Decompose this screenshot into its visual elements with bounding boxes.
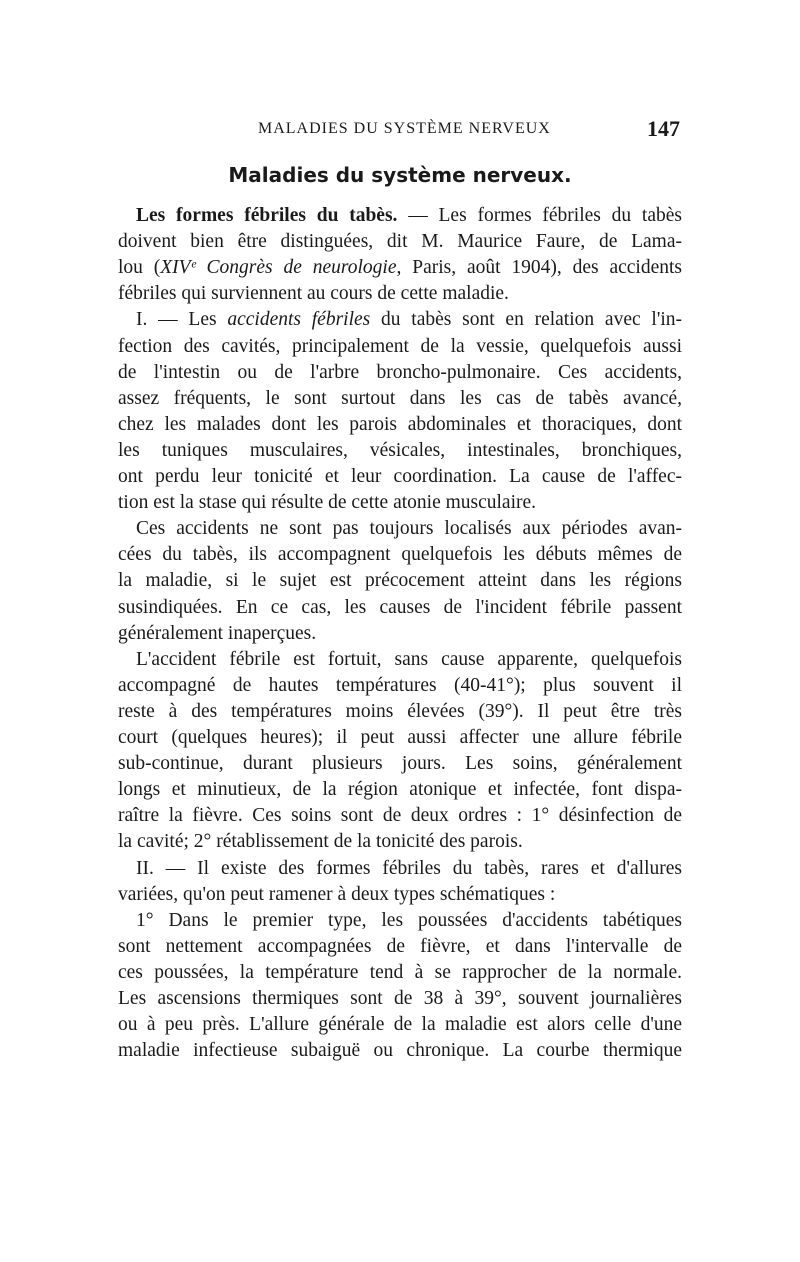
text-line <box>118 490 682 516</box>
text-line <box>118 1038 682 1064</box>
text-run: 1° Dans le premier type, les poussées d'accidents tabétiques <box>136 909 682 931</box>
text-run: doivent bien être distinguées, dit M. Maurice Faure, de Lama- <box>118 231 682 253</box>
text-line <box>136 203 682 229</box>
text-run: généralement inaperçues. <box>118 622 317 644</box>
text-run: Les ascensions thermiques sont de 38 à 39°, souvent journalières <box>118 988 682 1009</box>
text-run: de l'intestin ou de l'arbre broncho-pulmonaire. Ces accidents, <box>118 361 682 383</box>
text-line <box>118 960 682 986</box>
text-run: fébriles qui surviennent au cours de cette maladie. <box>118 283 509 305</box>
text-line <box>118 229 682 255</box>
text-run: court (quelques heures); il peut aussi affecter une allure fébrile <box>118 727 682 748</box>
text-line <box>118 334 682 360</box>
running-header <box>118 118 682 142</box>
page-number: 147 <box>647 116 680 141</box>
text-line <box>118 621 682 647</box>
text-line <box>118 751 682 777</box>
text-line <box>118 360 682 386</box>
text-line <box>118 986 682 1012</box>
text-run: lou ( <box>118 257 161 279</box>
text-run: assez fréquents, le sont surtout dans les cas de tabès avancé, <box>118 387 682 409</box>
text-run: ces poussées, la température tend à se rapprocher de la normale. <box>118 961 682 983</box>
text-run: maladie infectieuse subaiguë ou chronique. La courbe thermique <box>118 1040 682 1062</box>
text-run: tion est la stase qui résulte de cette atonie musculaire. <box>118 492 537 514</box>
text-run: I. — Les <box>136 309 228 331</box>
text-line <box>118 412 682 438</box>
text-line <box>118 829 682 855</box>
text-run: variées, qu'on peut ramener à deux types schématiques : <box>118 883 556 905</box>
text-line <box>136 908 682 934</box>
text-run: accompagné de hautes températures (40-41°); plus souvent il <box>118 674 682 696</box>
text-run: , Paris, août 1904), des accidents <box>396 257 682 279</box>
text-line <box>118 255 682 281</box>
text-line <box>118 281 682 307</box>
text-run: ont perdu leur tonicité et leur coordination. La cause de l'affec- <box>118 466 682 487</box>
text-line <box>118 542 682 568</box>
text-run: XIVᵉ Congrès de neurologie <box>160 257 397 279</box>
text-run: II. — Il existe des formes fébriles du tabès, rares et d'allures <box>136 857 682 879</box>
text-run: les tuniques musculaires, vésicales, intestinales, bronchiques, <box>118 439 682 461</box>
text-run: ou à peu près. L'allure générale de la maladie est alors celle d'une <box>118 1014 682 1036</box>
text-line <box>118 438 682 464</box>
text-run: du tabès sont en relation avec l'in- <box>370 309 682 331</box>
text-run: L'accident fébrile est fortuit, sans cause apparente, quelquefois <box>136 648 682 670</box>
text-line <box>118 934 682 960</box>
text-line <box>136 647 682 673</box>
text-line <box>118 882 682 908</box>
text-line <box>136 516 682 542</box>
text-line <box>118 777 682 803</box>
text-run: Ces accidents ne sont pas toujours localisés aux périodes avan- <box>136 518 682 540</box>
text-run: la cavité; 2° rétablissement de la tonicité des parois. <box>118 831 523 853</box>
text-run: fection des cavités, principalement de la vessie, quelquefois aussi <box>118 335 682 357</box>
text-line <box>118 386 682 412</box>
text-line <box>118 464 682 490</box>
text-line <box>136 307 682 333</box>
text-run: raître la fièvre. Ces soins sont de deux ordres : 1° désinfection de <box>118 805 682 827</box>
text-run: sub-continue, durant plusieurs jours. Les soins, généralement <box>118 753 682 775</box>
running-title: MALADIES DU SYSTÈME NERVEUX <box>258 120 551 137</box>
text-line <box>118 595 682 621</box>
text-line <box>118 803 682 829</box>
text-run: cées du tabès, ils accompagnent quelquefois les débuts mêmes de <box>118 544 682 566</box>
text-line <box>118 568 682 594</box>
text-run: chez les malades dont les parois abdominales et thoraciques, dont <box>118 413 682 435</box>
text-line <box>118 1012 682 1038</box>
text-run: longs et minutieux, de la région atonique et infectée, font dispa- <box>118 779 682 801</box>
text-line <box>118 673 682 699</box>
text-run: — Les formes fébriles du tabès <box>397 205 682 226</box>
text-run: sont nettement accompagnées de fièvre, et dans l'intervalle de <box>118 935 682 957</box>
text-run: la maladie, si le sujet est précocement atteint dans les régions <box>118 570 682 592</box>
text-run: susindiquées. En ce cas, les causes de l'incident fébrile passent <box>118 596 682 618</box>
text-run: Les formes fébriles du tabès. <box>136 205 398 226</box>
text-line <box>136 856 682 882</box>
section-title: Maladies du système nerveux. <box>228 163 572 187</box>
text-line <box>118 699 682 725</box>
text-run: reste à des températures moins élevées (39°). Il peut être très <box>118 700 682 722</box>
text-line <box>118 725 682 751</box>
text-run: accidents fébriles <box>227 309 371 331</box>
